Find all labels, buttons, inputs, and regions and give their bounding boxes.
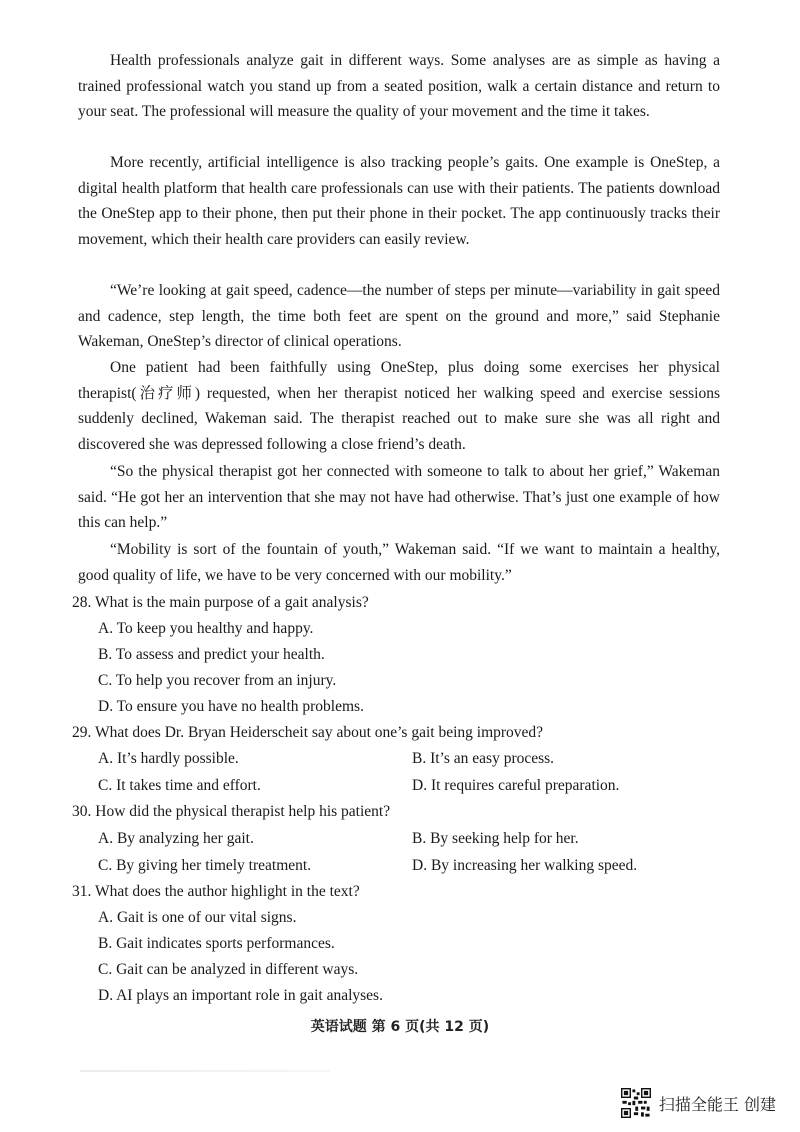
question-29-stem: 29. What does Dr. Bryan Heiderscheit say about one’s gait being improved? [72, 724, 544, 741]
question-30-stem: 30. How did the physical therapist help his patient? [72, 803, 391, 820]
scan-artifact-line [80, 1070, 330, 1072]
passage-paragraph-5: “So the physical therapist got her connected with someone to talk to about her grief,” Wakeman said. “He got her an intervention that she may not have had otherwise. That’s just one example of how this can help.” [78, 463, 720, 532]
question-28-option-c: C. To help you recover from an injury. [98, 672, 337, 689]
scanner-watermark [621, 1088, 776, 1118]
passage-paragraph-1: Health professionals analyze gait in different ways. Some analyses are as simple as having a trained professional watch you stand up from a seated position, walk a certain distance and return to your seat. The professional will measure the quality of your movement and the time it takes. [78, 52, 720, 121]
question-31-option-d: D. AI plays an important role in gait analyses. [98, 987, 383, 1004]
passage-paragraph-2: More recently, artificial intelligence is also tracking people’s gaits. One example is OneStep, a digital health platform that health care professionals can use with their patients. The patients download the OneStep app to their phone, then put their phone in their pocket. The app continuously tracks their movement, which their health care providers can easily review. [78, 154, 720, 248]
question-30-option-c: C. By giving her timely treatment. [98, 857, 312, 874]
page-footer: 英语试题 第 6 页(共 12 页) [310, 1019, 490, 1035]
question-28-option-d: D. To ensure you have no health problems. [98, 698, 364, 715]
qr-code-icon [621, 1088, 651, 1118]
question-31-option-c: C. Gait can be analyzed in different ways. [98, 961, 359, 978]
question-28-option-b: B. To assess and predict your health. [98, 646, 325, 663]
passage-paragraph-4: One patient had been faithfully using OneStep, plus doing some exercises her physical therapist(治疗师) requested, when her therapist noticed her walking speed and exercise sessions suddenly declined, Wakeman said. The therapist reached out to make sure she was all right and discovered she was depressed following a close friend’s death. [78, 359, 720, 453]
question-28-stem: 28. What is the main purpose of a gait analysis? [72, 594, 369, 611]
passage-paragraph-3: “We’re looking at gait speed, cadence—the number of steps per minute—variability in gait speed and cadence, step length, the time both feet are spent on the ground and more,” said Stephanie Wakeman, OneStep’s director of clinical operations. [78, 282, 720, 351]
question-29-option-b: B. It’s an easy process. [412, 750, 555, 767]
question-28-option-a: A. To keep you healthy and happy. [98, 620, 314, 637]
question-31-stem: 31. What does the author highlight in the text? [72, 883, 360, 900]
question-29-option-d: D. It requires careful preparation. [412, 777, 620, 794]
scanner-watermark-text: 扫描全能王 创建 [658, 1094, 776, 1114]
passage-paragraph-6: “Mobility is sort of the fountain of youth,” Wakeman said. “If we want to maintain a healthy, good quality of life, we have to be very concerned with our mobility.” [78, 541, 720, 584]
question-30-option-a: A. By analyzing her gait. [98, 830, 254, 847]
question-31-option-b: B. Gait indicates sports performances. [98, 935, 335, 952]
question-30-option-b: B. By seeking help for her. [412, 830, 579, 847]
question-29-option-a: A. It’s hardly possible. [98, 750, 239, 767]
question-29-option-c: C. It takes time and effort. [98, 777, 261, 794]
question-30-option-d: D. By increasing her walking speed. [412, 857, 638, 874]
question-31-option-a: A. Gait is one of our vital signs. [98, 909, 297, 926]
